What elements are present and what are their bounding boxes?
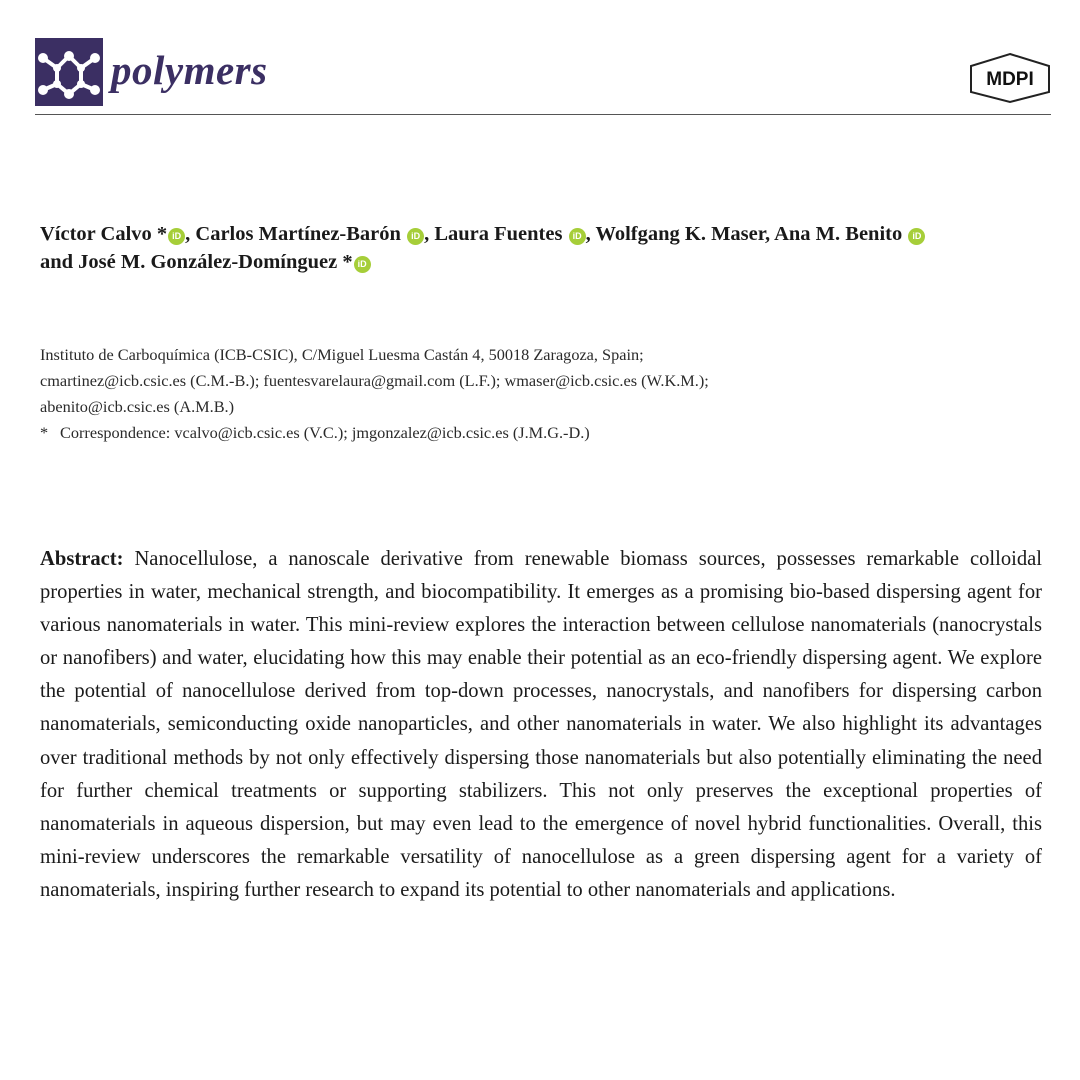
author-name: Wolfgang K. Maser: [595, 223, 765, 245]
author-line-2: [40, 248, 1050, 276]
publisher-name: MDPI: [986, 69, 1034, 90]
author-name: and José M. González-Domínguez: [40, 251, 338, 273]
author-line-1: [40, 220, 1050, 248]
author-separator: ,: [764, 223, 775, 245]
author-name: Víctor Calvo: [40, 223, 152, 245]
affiliation-emails-line: cmartinez@icb.csic.es (C.M.-B.); fuentesvarelaura@gmail.com (L.F.); wmaser@icb.csic.es (W.K.M.);: [40, 371, 709, 390]
orcid-icon[interactable]: iD: [908, 228, 925, 245]
author-name: Laura Fuentes: [434, 223, 563, 245]
abstract: [40, 543, 1042, 907]
corresponding-mark: *: [151, 223, 168, 245]
affiliation-emails-line: abenito@icb.csic.es (A.M.B.): [40, 397, 235, 416]
author-mark: [562, 223, 567, 245]
orcid-icon[interactable]: iD: [354, 256, 371, 273]
journal-name: polymers: [111, 47, 268, 93]
abstract-label: Abstract:: [40, 548, 124, 570]
author-name: Ana M. Benito: [774, 223, 903, 245]
author-mark: [401, 223, 406, 245]
author-mark: [902, 223, 907, 245]
header-divider: [35, 114, 1051, 115]
author-separator: ,: [424, 223, 435, 245]
author-name: Carlos Martínez-Barón: [195, 223, 401, 245]
affiliation-line: Instituto de Carboquímica (ICB-CSIC), C/Miguel Luesma Castán 4, 50018 Zaragoza, Spain;: [40, 345, 644, 364]
polymers-molecule-logo-icon: [35, 38, 103, 106]
correspondence-text: Correspondence: vcalvo@icb.csic.es (V.C.); jmgonzalez@icb.csic.es (J.M.G.-D.): [60, 423, 590, 442]
mdpi-logo-icon[interactable]: [969, 52, 1051, 104]
abstract-text: Nanocellulose, a nanoscale derivative from renewable biomass sources, possesses remarkable colloidal properties in water, mechanical strength, and biocompatibility. It emerges as a promising bio-based dispersing agent for various nanomaterials in water. This mini-review explores the interaction between cellulose nanomaterials (nanocrystals or nanofibers) and water, elucidating how this may enable their potential as an eco-friendly dispersing agent. We explore the potential of nanocellulose derived from top-down processes, nanocrystals, and nanofibers for dispersing carbon nanomaterials, semiconducting oxide nanoparticles, and other nanomaterials in water. We also highlight its advantages over traditional methods by not only effectively dispersing those nanomaterials but also potentially eliminating the need for further chemical treatments or supporting stabilizers. This not only preserves the exceptional properties of nanomaterials in aqueous dispersion, but may even lead to the emergence of novel hybrid functionalities. Overall, this mini-review underscores the remarkable versatility of nanocellulose as a green dispersing agent for a variety of nanomaterials, inspiring further research to expand its potential to other nanomaterials and applications.: [40, 548, 1042, 901]
corresponding-mark: *: [337, 251, 353, 273]
author-separator: ,: [185, 223, 196, 245]
orcid-icon[interactable]: iD: [168, 228, 185, 245]
orcid-icon[interactable]: iD: [569, 228, 586, 245]
orcid-icon[interactable]: iD: [407, 228, 424, 245]
author-separator: ,: [585, 223, 596, 245]
journal-logo[interactable]: [35, 38, 268, 106]
affiliation-block: [40, 342, 1050, 446]
correspondence-line: [40, 420, 1050, 446]
journal-header: [35, 38, 1051, 116]
author-list: [40, 220, 1050, 276]
correspondence-mark: *: [40, 423, 49, 442]
